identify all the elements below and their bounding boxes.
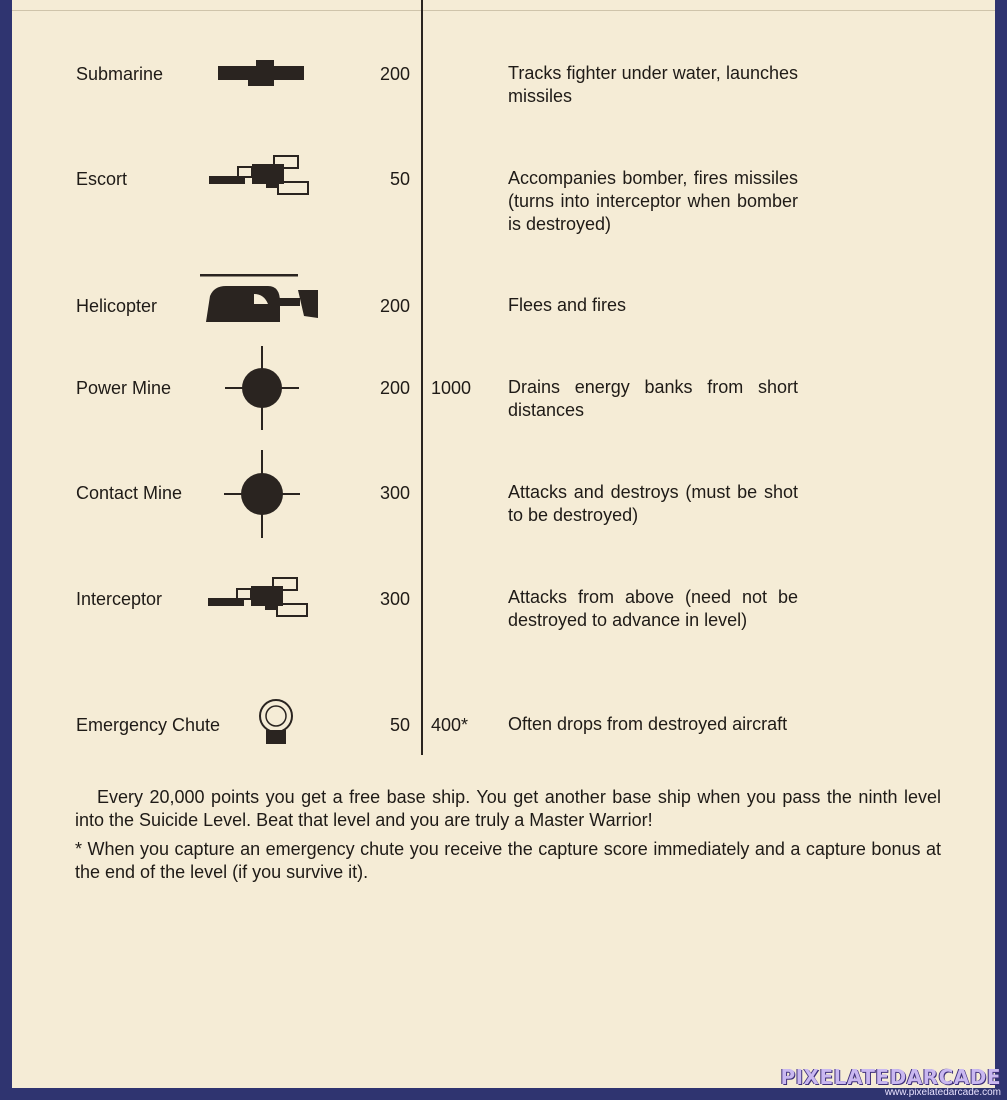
enemy-description: Flees and fires bbox=[508, 295, 627, 315]
escort-icon bbox=[208, 154, 312, 198]
emergency-chute-icon bbox=[256, 698, 298, 748]
score-value: 50 bbox=[389, 715, 410, 735]
capture-bonus: 1000 bbox=[431, 378, 472, 398]
interceptor-icon bbox=[207, 576, 311, 620]
enemy-description: Drains energy banks from short distances bbox=[508, 377, 798, 420]
enemy-name: Contact Mine bbox=[76, 483, 183, 503]
watermark bbox=[780, 1065, 1001, 1098]
watermark-url: www.pixelatedarcade.com bbox=[884, 1087, 1001, 1098]
enemy-description: Tracks fighter under water, launches missiles bbox=[508, 63, 798, 106]
enemy-description: Often drops from destroyed aircraft bbox=[508, 714, 788, 734]
enemy-name: Emergency Chute bbox=[76, 715, 221, 735]
submarine-icon bbox=[216, 56, 306, 90]
enemy-name: Power Mine bbox=[76, 378, 172, 398]
capture-bonus: 400* bbox=[431, 715, 469, 735]
score-value: 50 bbox=[389, 169, 410, 189]
footnote: * When you capture an emergency chute you receive the capture score immediately and a capture bonus at the end of the level (if you survive it). bbox=[75, 839, 941, 882]
score-value: 200 bbox=[379, 64, 410, 84]
score-value: 300 bbox=[379, 589, 410, 609]
enemy-name: Submarine bbox=[76, 64, 164, 84]
power-mine-icon bbox=[223, 344, 301, 432]
enemy-name: Escort bbox=[76, 169, 128, 189]
enemy-description: Attacks and destroys (must be shot to be destroyed) bbox=[508, 482, 798, 525]
helicopter-icon bbox=[198, 272, 320, 328]
enemy-name: Interceptor bbox=[76, 589, 163, 609]
enemy-description: Attacks from above (need not be destroyed to advance in level) bbox=[508, 587, 798, 630]
bonus-paragraph: Every 20,000 points you get a free base ship. You get another base ship when you pass the ninth level into the Suicide Level. Beat that level and you are truly a Master Warrior! bbox=[75, 787, 941, 830]
top-rule bbox=[12, 10, 995, 11]
score-value: 300 bbox=[379, 483, 410, 503]
enemy-name: Helicopter bbox=[76, 296, 158, 316]
manual-page bbox=[12, 0, 995, 1088]
column-divider bbox=[421, 0, 423, 755]
contact-mine-icon bbox=[222, 448, 302, 540]
watermark-logo: PIXELATEDARCADE bbox=[780, 1065, 1001, 1089]
enemy-description: Accompanies bomber, fires missiles (turns into interceptor when bomber is destroyed) bbox=[508, 168, 798, 234]
score-value: 200 bbox=[379, 378, 410, 398]
score-value: 200 bbox=[379, 296, 410, 316]
